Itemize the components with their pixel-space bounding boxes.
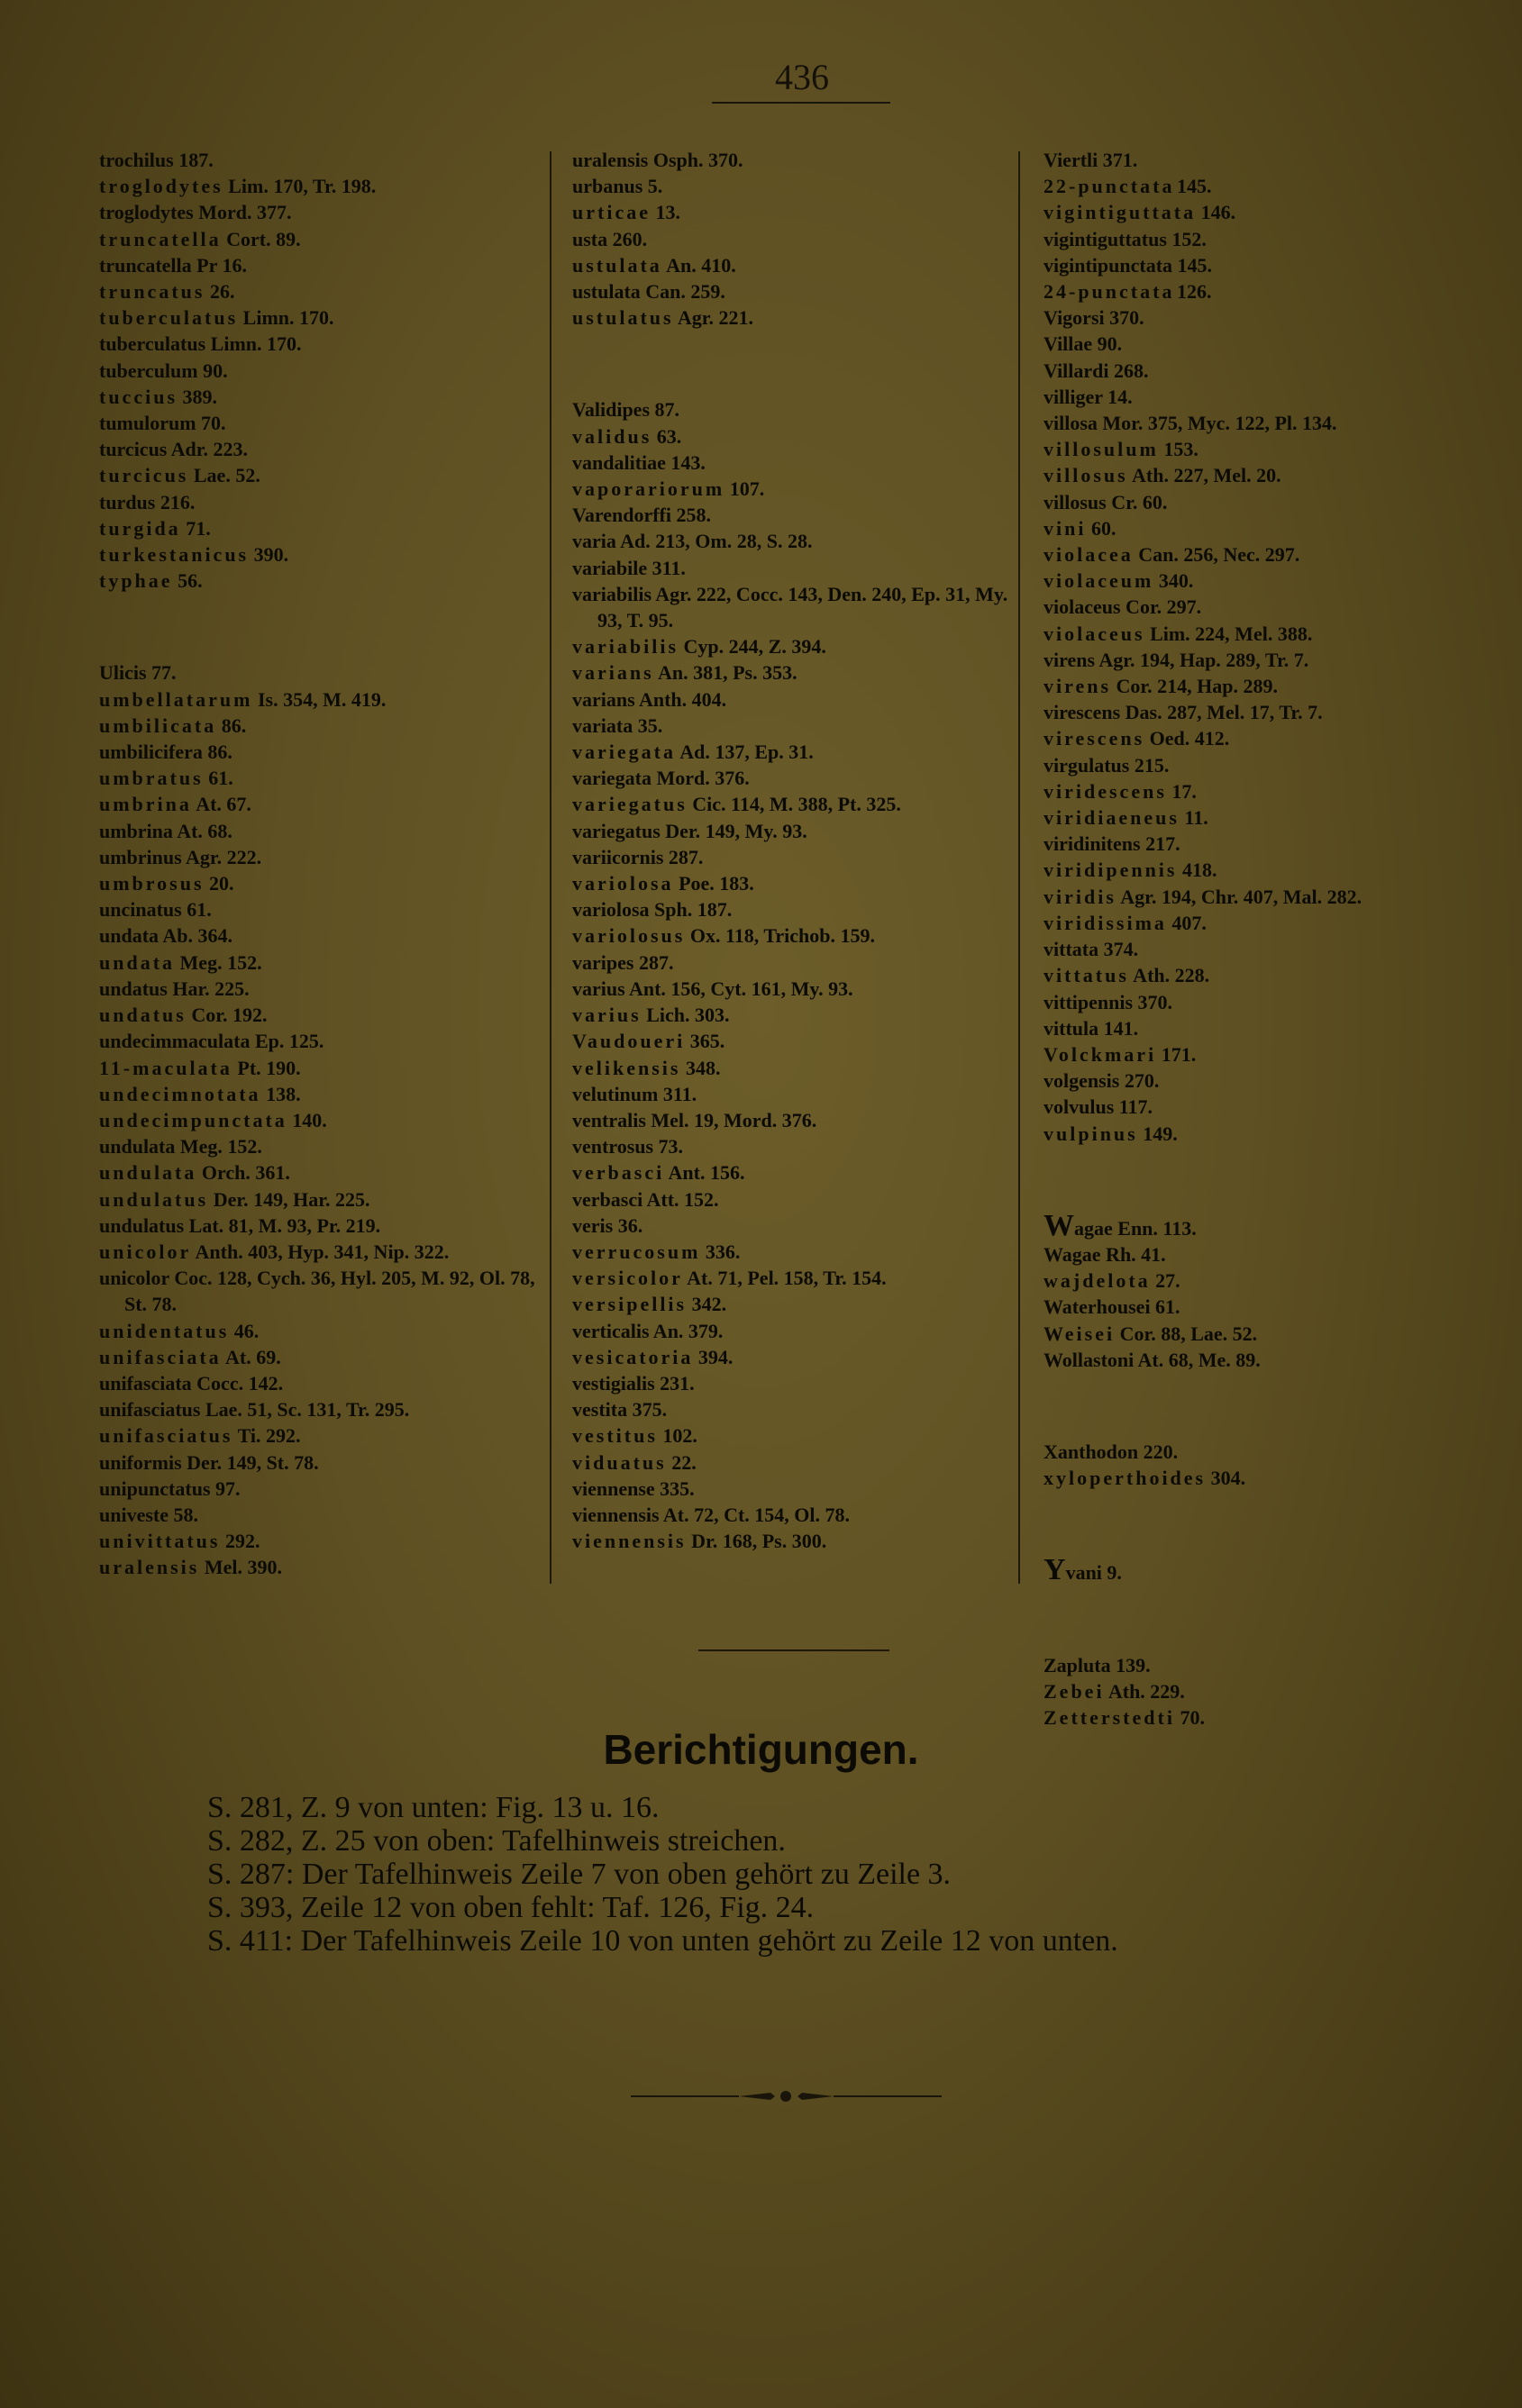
index-entry: virens Agr. 194, Hap. 289, Tr. 7. [1044, 648, 1309, 671]
index-entry: umbrosus 20. [99, 872, 234, 895]
index-entry: troglodytes Mord. 377. [99, 201, 292, 224]
index-entry: violacea Can. 256, Nec. 297. [1044, 543, 1300, 567]
index-entry: viridescens 17. [1044, 779, 1197, 803]
index-entry: Villae 90. [1044, 332, 1123, 356]
section-divider [698, 1649, 889, 1651]
index-entry: villosulum 153. [1044, 438, 1198, 461]
index-entry: vesicatoria 394. [572, 1345, 734, 1368]
index-entry: varians An. 381, Ps. 353. [572, 661, 797, 685]
index-entry: Waterhousei 61. [1044, 1295, 1180, 1319]
index-entry: verbasci Att. 152. [572, 1187, 719, 1211]
index-entry: ventralis Mel. 19, Mord. 376. [572, 1108, 817, 1131]
index-entry: undecimpunctata 140. [99, 1108, 327, 1131]
index-entry: viennense 335. [572, 1477, 695, 1500]
index-entry: villiger 14. [1044, 385, 1133, 408]
index-entry: volgensis 270. [1044, 1069, 1160, 1093]
index-entry: Volckmari 171. [1044, 1042, 1197, 1066]
index-entry: variegata Mord. 376. [572, 767, 750, 790]
index-entry: Wagae Enn. 113. [1044, 1208, 1197, 1242]
index-entry: versipellis 342. [572, 1293, 727, 1316]
index-entry: variabilis Agr. 222, Cocc. 143, Den. 240, Ep. 31, My. 93, T. 95. [572, 582, 1008, 632]
index-column-3 [1044, 147, 1494, 1731]
index-entry: Vaudoueri 365. [572, 1030, 725, 1053]
index-entry: variolosus Ox. 118, Trichob. 159. [572, 924, 876, 948]
index-entry: vandalitiae 143. [572, 450, 706, 474]
index-entry: variolosa Sph. 187. [572, 898, 733, 922]
index-entry: undulata Meg. 152. [99, 1135, 262, 1159]
letter-gap [1044, 1606, 1494, 1632]
index-entry: univeste 58. [99, 1503, 198, 1526]
index-entry: vigintiguttata 146. [1044, 201, 1236, 224]
errata-line: S. 287: Der Tafelhinweis Zeile 7 von oben gehört zu Zeile 3. [207, 1858, 952, 1891]
index-column-1 [99, 147, 550, 1581]
index-entry: xyloperthoides 304. [1044, 1467, 1246, 1490]
index-entry: variabile 311. [572, 556, 686, 579]
index-entry: variicornis 287. [572, 845, 704, 868]
index-entry: unifasciata Cocc. 142. [99, 1371, 284, 1395]
index-entry: unicolor Anth. 403, Hyp. 341, Nip. 322. [99, 1240, 450, 1263]
index-entry: undulata Orch. 361. [99, 1161, 290, 1185]
index-entry: Xanthodon 220. [1044, 1440, 1179, 1463]
letter-gap [1044, 1167, 1494, 1193]
index-entry: tuberculum 90. [99, 359, 228, 382]
index-entry: undata Ab. 364. [99, 924, 232, 948]
index-entry: variolosa Poe. 183. [572, 872, 754, 895]
index-entry: umbrinus Agr. 222. [99, 845, 262, 868]
column-divider [550, 151, 551, 1584]
index-entry: versicolor At. 71, Pel. 158, Tr. 154. [572, 1267, 887, 1290]
index-entry: verticalis An. 379. [572, 1319, 724, 1342]
index-entry: 11-maculata Pt. 190. [99, 1056, 301, 1079]
errata-line: S. 282, Z. 25 von oben: Tafelhinweis streichen. [207, 1824, 786, 1858]
letter-gap [572, 350, 1023, 377]
index-entry: truncatella Pr 16. [99, 253, 247, 277]
index-entry: viridiaeneus 11. [1044, 806, 1208, 830]
index-entry: ventrosus 73. [572, 1135, 684, 1159]
index-entry: umbellatarum Is. 354, M. 419. [99, 687, 387, 711]
errata-list [207, 1791, 1469, 1958]
index-entry: variata 35. [572, 713, 663, 737]
index-entry: Wagae Rh. 41. [1044, 1242, 1166, 1266]
index-entry: virescens Das. 287, Mel. 17, Tr. 7. [1044, 701, 1323, 724]
index-entry: violaceus Cor. 297. [1044, 595, 1202, 619]
index-entry: verbasci Ant. 156. [572, 1161, 745, 1185]
index-entry: viennensis Dr. 168, Ps. 300. [572, 1530, 827, 1553]
index-entry: Zebei Ath. 229. [1044, 1679, 1185, 1703]
index-entry: violaceus Lim. 224, Mel. 388. [1044, 622, 1313, 645]
end-ornament [631, 2083, 942, 2110]
index-entry: viridissima 407. [1044, 911, 1207, 934]
index-entry: Yvani 9. [1044, 1553, 1122, 1587]
letter-gap [99, 613, 550, 640]
index-entry: volvulus 117. [1044, 1095, 1153, 1119]
index-entry: violaceum 340. [1044, 569, 1194, 593]
index-entry: ustulata Can. 259. [572, 280, 725, 304]
index-entry: undulatus Der. 149, Har. 225. [99, 1187, 370, 1211]
index-entry: turgida 71. [99, 516, 211, 540]
index-entry: vaporariorum 107. [572, 477, 765, 501]
index-entry: unidentatus 46. [99, 1319, 260, 1342]
index-entry: virens Cor. 214, Hap. 289. [1044, 675, 1279, 698]
index-entry: tumulorum 70. [99, 412, 226, 435]
index-entry: vulpinus 149. [1044, 1122, 1178, 1145]
index-entry: villosus Cr. 60. [1044, 490, 1168, 513]
index-entry: Varendorffi 258. [572, 504, 711, 527]
index-entry: verrucosum 336. [572, 1240, 741, 1263]
index-entry: undatus Cor. 192. [99, 1004, 268, 1027]
index-entry: univittatus 292. [99, 1530, 260, 1553]
index-entry: vigintipunctata 145. [1044, 253, 1213, 277]
index-entry: uralensis Osph. 370. [572, 149, 743, 171]
index-entry: Wollastoni At. 68, Me. 89. [1044, 1348, 1261, 1371]
index-entry: typhae 56. [99, 569, 203, 593]
index-entry: 24-punctata 126. [1044, 280, 1212, 304]
index-entry: usta 260. [572, 227, 648, 250]
index-entry: variegata Ad. 137, Ep. 31. [572, 741, 814, 764]
index-entry: Viertli 371. [1044, 149, 1138, 171]
index-entry: villosus Ath. 227, Mel. 20. [1044, 464, 1281, 487]
index-entry: velutinum 311. [572, 1082, 697, 1105]
index-entry: varius Ant. 156, Cyt. 161, My. 93. [572, 977, 853, 1000]
index-entry: Weisei Cor. 88, Lae. 52. [1044, 1322, 1258, 1345]
index-entry: turcicus Lae. 52. [99, 464, 260, 487]
index-entry: unicolor Coc. 128, Cych. 36, Hyl. 205, M. 92, Ol. 78, St. 78. [99, 1267, 535, 1316]
index-entry: undatus Har. 225. [99, 977, 250, 1000]
index-entry: villosa Mor. 375, Myc. 122, Pl. 134. [1044, 412, 1337, 435]
index-entry: vittula 141. [1044, 1016, 1139, 1040]
index-entry: undecimmaculata Ep. 125. [99, 1030, 324, 1053]
index-entry: unifasciatus Lae. 51, Sc. 131, Tr. 295. [99, 1398, 410, 1422]
index-entry: varia Ad. 213, Om. 28, S. 28. [572, 530, 813, 553]
letter-gap [1044, 1511, 1494, 1537]
index-entry: undulatus Lat. 81, M. 93, Pr. 219. [99, 1213, 381, 1237]
errata-line: S. 411: Der Tafelhinweis Zeile 10 von unten gehört zu Zeile 12 von unten. [207, 1924, 1118, 1958]
index-entry: trochilus 187. [99, 149, 214, 171]
index-entry: viridis Agr. 194, Chr. 407, Mal. 282. [1044, 885, 1363, 908]
index-entry: vittatus Ath. 228. [1044, 964, 1210, 987]
index-entry: validus 63. [572, 424, 682, 448]
index-entry: vigintiguttatus 152. [1044, 227, 1207, 250]
index-entry: vestigialis 231. [572, 1371, 695, 1395]
index-entry: turkestanicus 390. [99, 543, 289, 567]
column-divider [1018, 151, 1020, 1584]
index-entry: vini 60. [1044, 516, 1116, 540]
errata-line: S. 281, Z. 9 von unten: Fig. 13 u. 16. [207, 1791, 660, 1824]
index-entry: virescens Oed. 412. [1044, 727, 1230, 750]
index-entry: urbanus 5. [572, 175, 663, 198]
index-entry: umbilicifera 86. [99, 741, 232, 764]
index-entry: troglodytes Lim. 170, Tr. 198. [99, 175, 377, 198]
index-entry: Villardi 268. [1044, 359, 1149, 382]
index-entry: truncatus 26. [99, 280, 235, 304]
index-entry: ustulata An. 410. [572, 253, 736, 277]
index-entry: Vigorsi 370. [1044, 306, 1144, 330]
index-entry: variegatus Der. 149, My. 93. [572, 819, 807, 842]
index-entry: vestitus 102. [572, 1424, 697, 1448]
index-entry: viridipennis 418. [1044, 859, 1217, 882]
index-entry: unifasciata At. 69. [99, 1345, 281, 1368]
index-column-2 [572, 147, 1023, 1554]
index-entry: undecimnotata 138. [99, 1082, 301, 1105]
index-entry: varipes 287. [572, 950, 674, 974]
errata-line: S. 393, Zeile 12 von oben fehlt: Taf. 126, Fig. 24. [207, 1891, 815, 1924]
index-entry: veris 36. [572, 1213, 643, 1237]
index-entry: uncinatus 61. [99, 898, 212, 922]
index-entry: uniformis Der. 149, St. 78. [99, 1450, 319, 1474]
index-entry: velikensis 348. [572, 1056, 721, 1079]
index-entry: Validipes 87. [572, 398, 680, 422]
index-entry: vestita 375. [572, 1398, 668, 1422]
index-entry: wajdelota 27. [1044, 1269, 1180, 1293]
page-number-rule [712, 102, 890, 104]
index-entry: undata Meg. 152. [99, 950, 262, 974]
index-entry: viridinitens 217. [1044, 832, 1180, 856]
index-entry: virgulatus 215. [1044, 753, 1170, 777]
index-entry: umbrina At. 68. [99, 819, 232, 842]
index-entry: turdus 216. [99, 490, 196, 513]
index-entry: umbrina At. 67. [99, 793, 251, 816]
index-entry: urticae 13. [572, 201, 680, 224]
index-entry: variabilis Cyp. 244, Z. 394. [572, 635, 826, 659]
index-entry: viennensis At. 72, Ct. 154, Ol. 78. [572, 1503, 851, 1526]
index-entry: 22-punctata 145. [1044, 175, 1212, 198]
index-entry: viduatus 22. [572, 1450, 697, 1474]
index-entry: turcicus Adr. 223. [99, 438, 249, 461]
index-entry: tuberculatus Limn. 170. [99, 306, 334, 330]
index-entry: varians Anth. 404. [572, 687, 727, 711]
page-number: 436 [775, 57, 829, 97]
index-entry: variegatus Cic. 114, M. 388, Pt. 325. [572, 793, 901, 816]
errata-title: Berichtigungen. [603, 1726, 919, 1773]
index-entry: vittata 374. [1044, 938, 1139, 961]
index-entry: unipunctatus 97. [99, 1477, 241, 1500]
index-entry: truncatella Cort. 89. [99, 227, 301, 250]
index-entry: Ulicis 77. [99, 661, 177, 685]
index-entry: vittipennis 370. [1044, 990, 1173, 1013]
index-entry: umbratus 61. [99, 767, 233, 790]
index-entry: tuberculatus Limn. 170. [99, 332, 302, 356]
index-entry: Zapluta 139. [1044, 1653, 1151, 1677]
index-entry: Zetterstedti 70. [1044, 1705, 1205, 1729]
index-entry: varius Lich. 303. [572, 1004, 730, 1027]
index-entry: tuccius 389. [99, 385, 217, 408]
index-entry: ustulatus Agr. 221. [572, 306, 754, 330]
index-entry: umbilicata 86. [99, 713, 247, 737]
index-entry: uralensis Mel. 390. [99, 1556, 283, 1579]
index-entry: unifasciatus Ti. 292. [99, 1424, 301, 1448]
letter-gap [1044, 1393, 1494, 1419]
